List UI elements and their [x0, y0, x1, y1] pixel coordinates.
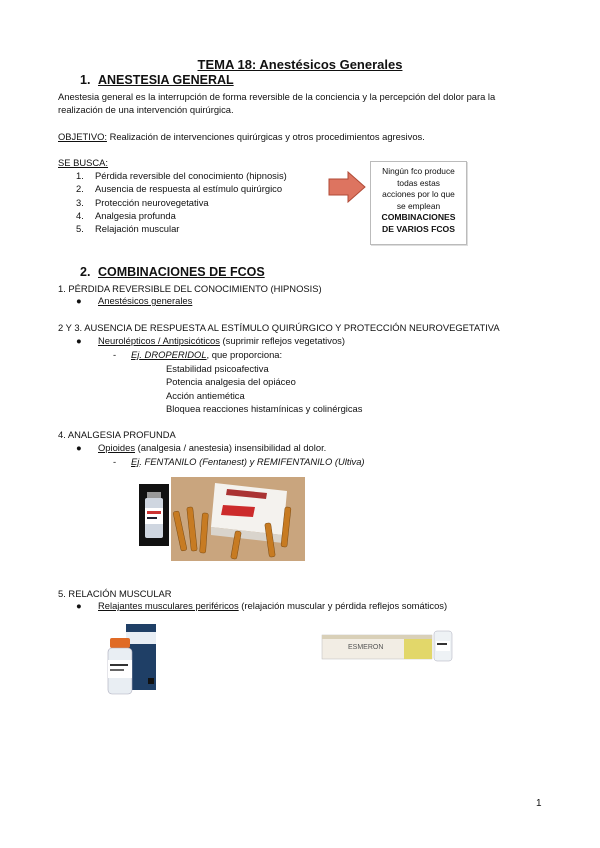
subheading-hipnosis: 1. PÉRDIDA REVERSIBLE DEL CONOCIMIENTO (HIPNOSIS) [58, 283, 322, 294]
page-title: TEMA 18: Anestésicos Generales [197, 57, 403, 72]
section-1-title: ANESTESIA GENERAL [98, 73, 234, 87]
esmeron-logo-text: ESMERON [348, 644, 384, 651]
fentanyl-box-image [171, 477, 305, 561]
subheading-analgesia: 4. ANALGESIA PROFUNDA [58, 429, 176, 440]
relaxant-vial-image [104, 622, 158, 698]
arrow-right-icon [328, 171, 366, 203]
list-item: Potencia analgesia del opiáceo [166, 376, 296, 388]
subheading-relacion-muscular: 5. RELACIÓN MUSCULAR [58, 588, 172, 599]
definition-line-1: Anestesia general es la interrupción de forma reversible de la conciencia y la percepción del dolor para la [58, 91, 496, 102]
list-item: 3. Protección neurovegetativa [76, 196, 209, 208]
objective-label: OBJETIVO: [58, 131, 107, 142]
list-item: 5. Relajación muscular [76, 223, 180, 235]
section-2-heading [80, 265, 265, 279]
bullet-anestesicos: ● Anestésicos generales [76, 295, 193, 306]
list-item: 4. Analgesia profunda [76, 209, 176, 221]
definition-paragraph [58, 90, 548, 116]
bullet-opioides: ● Opioides (analgesia / anestesia) insensibilidad al dolor. [76, 442, 327, 453]
example-fentanilo: - Ej. FENTANILO (Fentanest) y REMIFENTANILO (Ultiva) [113, 456, 365, 467]
definition-line-2: realización de una intervención quirúrgica. [58, 104, 234, 115]
callout-box: Ningún fco produce todas estas acciones por lo que se emplean COMBINACIONES DE VARIOS FCOS [370, 161, 467, 245]
section-2-title: COMBINACIONES DE FCOS [98, 265, 265, 279]
bullet-relajantes: ● Relajantes musculares periféricos (relajación muscular y pérdida reflejos somáticos) [76, 600, 448, 611]
subheading-ausencia: 2 Y 3. AUSENCIA DE RESPUESTA AL ESTÍMULO QUIRÚRGICO Y PROTECCIÓN NEUROVEGETATIVA [58, 322, 500, 333]
objective-line [58, 130, 425, 143]
example-droperidol: - Ej. DROPERIDOL, que proporciona: [113, 349, 283, 360]
droperidol-properties [166, 362, 362, 416]
list-item: 2. Ausencia de respuesta al estímulo quirúrgico [76, 183, 283, 195]
list-item: Estabilidad psicoafectiva [166, 363, 269, 374]
section-2-number: 2. [80, 265, 91, 279]
page-number: 1 [536, 798, 542, 809]
bullet-neurolepticos: ● Neurolépticos / Antipsicóticos (suprimir reflejos vegetativos) [76, 335, 345, 346]
section-1-heading [80, 73, 234, 87]
list-item: Bloquea reacciones histamínicas y colinérgicas [166, 403, 363, 415]
section-1-number: 1. [80, 73, 91, 87]
list-item: Acción antiemética [166, 389, 245, 401]
se-busca-label: SE BUSCA: [58, 157, 109, 168]
objective-text: Realización de intervenciones quirúrgicas y otros procedimientos agresivos. [106, 131, 425, 142]
se-busca-list [76, 169, 287, 235]
esmeron-box-image [320, 629, 456, 663]
list-item: 1. Pérdida reversible del conocimiento (hipnosis) [76, 170, 287, 181]
vial-image [139, 484, 169, 546]
